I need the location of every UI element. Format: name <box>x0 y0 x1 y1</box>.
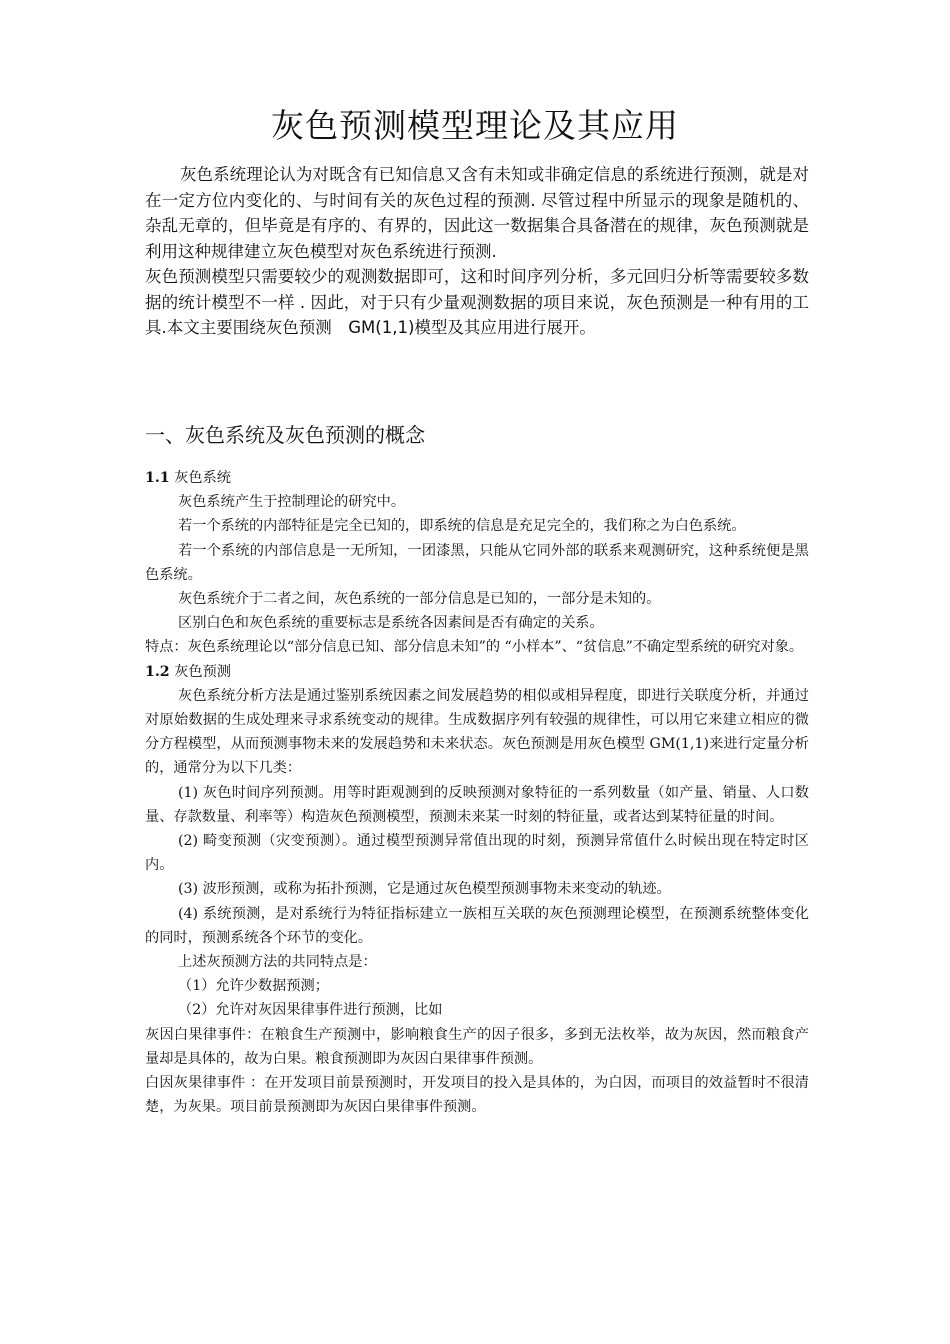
subsection-heading-1-1 <box>145 466 809 490</box>
subsection-number: 1.2 <box>145 663 170 680</box>
subsection-title: 灰色预测 <box>174 663 231 680</box>
subsection-heading-1-2 <box>145 660 809 684</box>
list-item: (4) 系统预测，是对系统行为特征指标建立一族相互关联的灰色预测理论模型，在预测系统整体变化的同时，预测系统各个环节的变化。 <box>145 905 809 946</box>
intro-paragraph-1: 灰色系统理论认为对既含有已知信息又含有未知或非确定信息的系统进行预测，就是对在一定方位内变化的、与时间有关的灰色过程的预测. 尽管过程中所显示的现象是随机的、杂乱无章的，但毕竟是有序的、有界的，因此这一数据集合具备潜在的规律，灰色预测就是利用这种规律建立灰色模型对灰色系统进行预测. <box>145 165 809 261</box>
list-item: （2）允许对灰因果律事件进行预测，比如 <box>178 1002 443 1019</box>
paragraph: 特点：灰色系统理论以“部分信息已知、部分信息未知”的 “小样本”、“贫信息”不确定型系统的研究对象。 <box>145 639 804 656</box>
paragraph: 若一个系统的内部特征是完全已知的，即系统的信息是充足完全的，我们称之为白色系统。 <box>178 518 746 535</box>
intro-paragraph-2: 灰色预测模型只需要较少的观测数据即可，这和时间序列分析，多元回归分析等需要较多数据的统计模型不一样 . 因此，对于只有少量观测数据的项目来说，灰色预测是一种有用的工具.本文主要围绕灰色预测 GM(1,1)模型及其应用进行展开。 <box>145 267 809 337</box>
paragraph: 灰色系统介于二者之间，灰色系统的一部分信息是已知的，一部分是未知的。 <box>178 591 661 608</box>
list-item: (1) 灰色时间序列预测。用等时距观测到的反映预测对象特征的一系列数量（如产量、销量、人口数量、存款数量、利率等）构造灰色预测模型，预测未来某一时刻的特征量，或者达到某特征量的时间。 <box>145 784 809 825</box>
section-1-body <box>145 466 809 1119</box>
paragraph: 灰色系统分析方法是通过鉴别系统因素之间发展趋势的相似或相异程度，即进行关联度分析，并通过对原始数据的生成处理来寻求系统变动的规律。生成数据序列有较强的规律性，可以用它来建立相应的微分方程模型，从而预测事物未来的发展趋势和未来状态。灰色预测是用灰色模型 GM(1,1)来进行定量分析的，通常分为以下几类： <box>145 687 809 777</box>
section-heading-1: 一、灰色系统及灰色预测的概念 <box>145 423 425 447</box>
paragraph: 若一个系统的内部信息是一无所知，一团漆黑，只能从它同外部的联系来观测研究，这种系统便是黑色系统。 <box>145 542 809 583</box>
document-title: 灰色预测模型理论及其应用 <box>271 106 679 145</box>
subsection-title: 灰色系统 <box>174 470 231 486</box>
list-item: (3) 波形预测，或称为拓扑预测，它是通过灰色模型预测事物未来变动的轨迹。 <box>178 881 671 898</box>
paragraph: 灰色系统产生于控制理论的研究中。 <box>178 494 406 511</box>
paragraph: 白因灰果律事件 ：在开发项目前景预测时，开发项目的投入是具体的，为白因，而项目的效益暂时不很清楚，为灰果。项目前景预测即为灰因白果律事件预测。 <box>145 1075 809 1116</box>
subsection-number: 1.1 <box>145 470 170 486</box>
paragraph: 灰因白果律事件：在粮食生产预测中，影响粮食生产的因子很多，多到无法枚举，故为灰因，然而粮食产量却是具体的，故为白果。粮食预测即为灰因白果律事件预测。 <box>145 1026 809 1067</box>
paragraph: 上述灰预测方法的共同特点是： <box>178 954 377 971</box>
intro-section <box>145 162 809 341</box>
list-item: （1）允许少数据预测； <box>178 978 329 995</box>
paragraph: 区别白色和灰色系统的重要标志是系统各因素间是否有确定的关系。 <box>178 615 604 632</box>
list-item: (2) 畸变预测（灾变预测）。通过模型预测异常值出现的时刻，预测异常值什么时候出现在特定时区内。 <box>145 833 809 874</box>
